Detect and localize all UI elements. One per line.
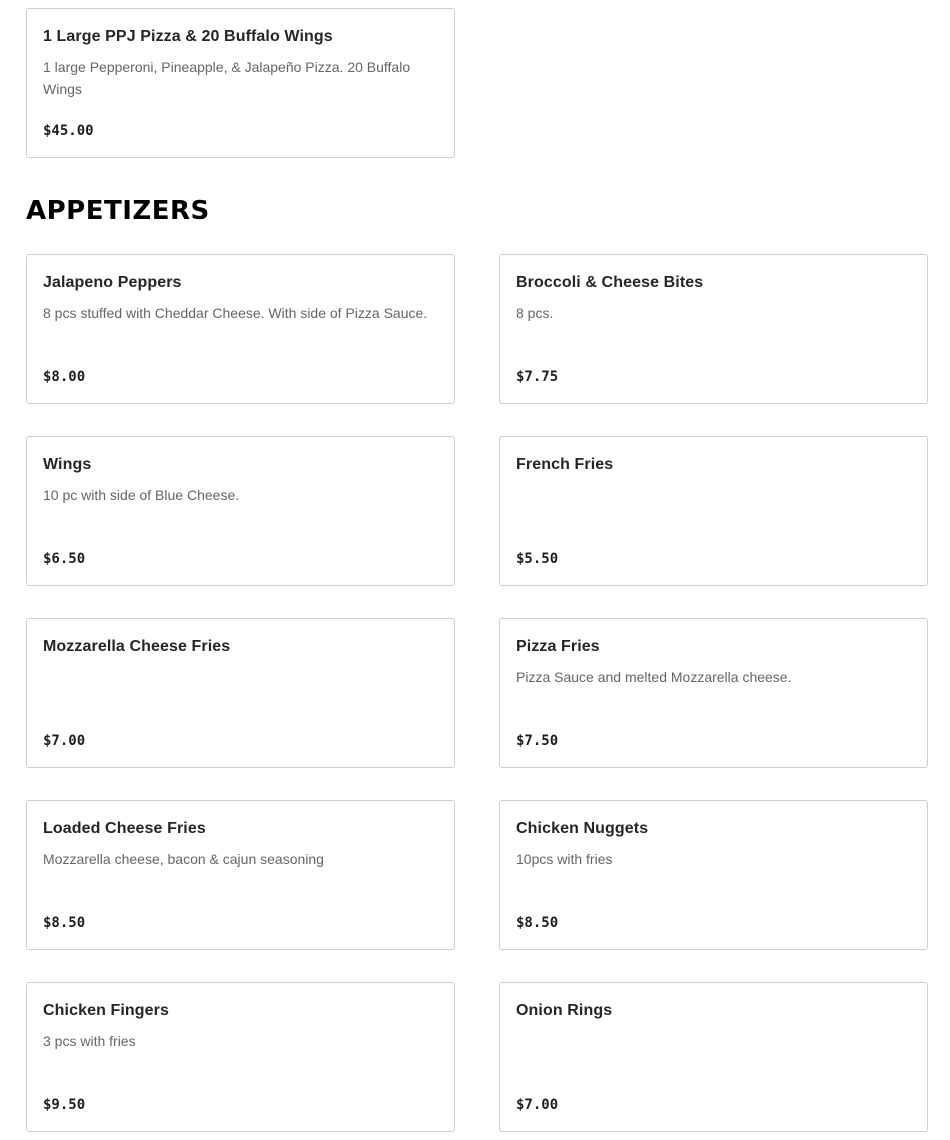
menu-item-card[interactable] xyxy=(499,618,928,768)
menu-item-name: Pizza Fries xyxy=(516,638,600,655)
menu-item-price: $8.50 xyxy=(516,915,559,931)
menu-item-price: $7.00 xyxy=(43,733,86,749)
menu-item-price: $7.75 xyxy=(516,369,559,385)
menu-item-description: 1 large Pepperoni, Pineapple, & Jalapeño Pizza. 20 Buffalo Wings xyxy=(43,59,411,97)
menu-item-card[interactable] xyxy=(26,982,455,1132)
menu-item-price: $9.50 xyxy=(43,1097,86,1113)
menu-item-description: 10 pc with side of Blue Cheese. xyxy=(43,487,240,503)
menu-item-card[interactable] xyxy=(499,254,928,404)
menu-item-description: Mozzarella cheese, bacon & cajun seasoning xyxy=(43,851,324,867)
menu-item-price: $8.00 xyxy=(43,369,86,385)
menu-item-description: 3 pcs with fries xyxy=(43,1033,136,1049)
menu-item-price: $8.50 xyxy=(43,915,86,931)
menu-item-price: $7.50 xyxy=(516,733,559,749)
menu-item-name: Mozzarella Cheese Fries xyxy=(43,638,231,655)
menu-item-card[interactable] xyxy=(26,800,455,950)
menu-item-description: Pizza Sauce and melted Mozzarella cheese. xyxy=(516,669,792,685)
menu-item-card[interactable] xyxy=(499,982,928,1132)
menu-item-name: Broccoli & Cheese Bites xyxy=(516,274,704,291)
menu-item-card[interactable] xyxy=(26,436,455,586)
menu-item-description: 8 pcs stuffed with Cheddar Cheese. With side of Pizza Sauce. xyxy=(43,305,428,321)
menu-item-name: Jalapeno Peppers xyxy=(43,274,182,291)
menu-item-card[interactable] xyxy=(499,800,928,950)
menu-item-name: 1 Large PPJ Pizza & 20 Buffalo Wings xyxy=(43,28,333,45)
menu-item-card[interactable] xyxy=(26,8,455,158)
menu-item-card[interactable] xyxy=(26,254,455,404)
menu-item-price: $5.50 xyxy=(516,551,559,567)
menu-item-card[interactable] xyxy=(499,436,928,586)
section-title-appetizers: APPETIZERS xyxy=(26,196,210,226)
menu-item-price: $45.00 xyxy=(43,123,94,139)
menu-item-name: Loaded Cheese Fries xyxy=(43,820,206,837)
menu-item-card[interactable] xyxy=(26,618,455,768)
menu-item-name: Chicken Fingers xyxy=(43,1002,169,1019)
menu-item-price: $6.50 xyxy=(43,551,86,567)
menu-item-name: Wings xyxy=(43,456,92,473)
menu-item-name: French Fries xyxy=(516,456,614,473)
menu-item-name: Onion Rings xyxy=(516,1002,613,1019)
menu-item-description: 8 pcs. xyxy=(516,305,554,321)
menu-item-name: Chicken Nuggets xyxy=(516,820,649,837)
menu-item-price: $7.00 xyxy=(516,1097,559,1113)
menu-item-description: 10pcs with fries xyxy=(516,851,613,867)
